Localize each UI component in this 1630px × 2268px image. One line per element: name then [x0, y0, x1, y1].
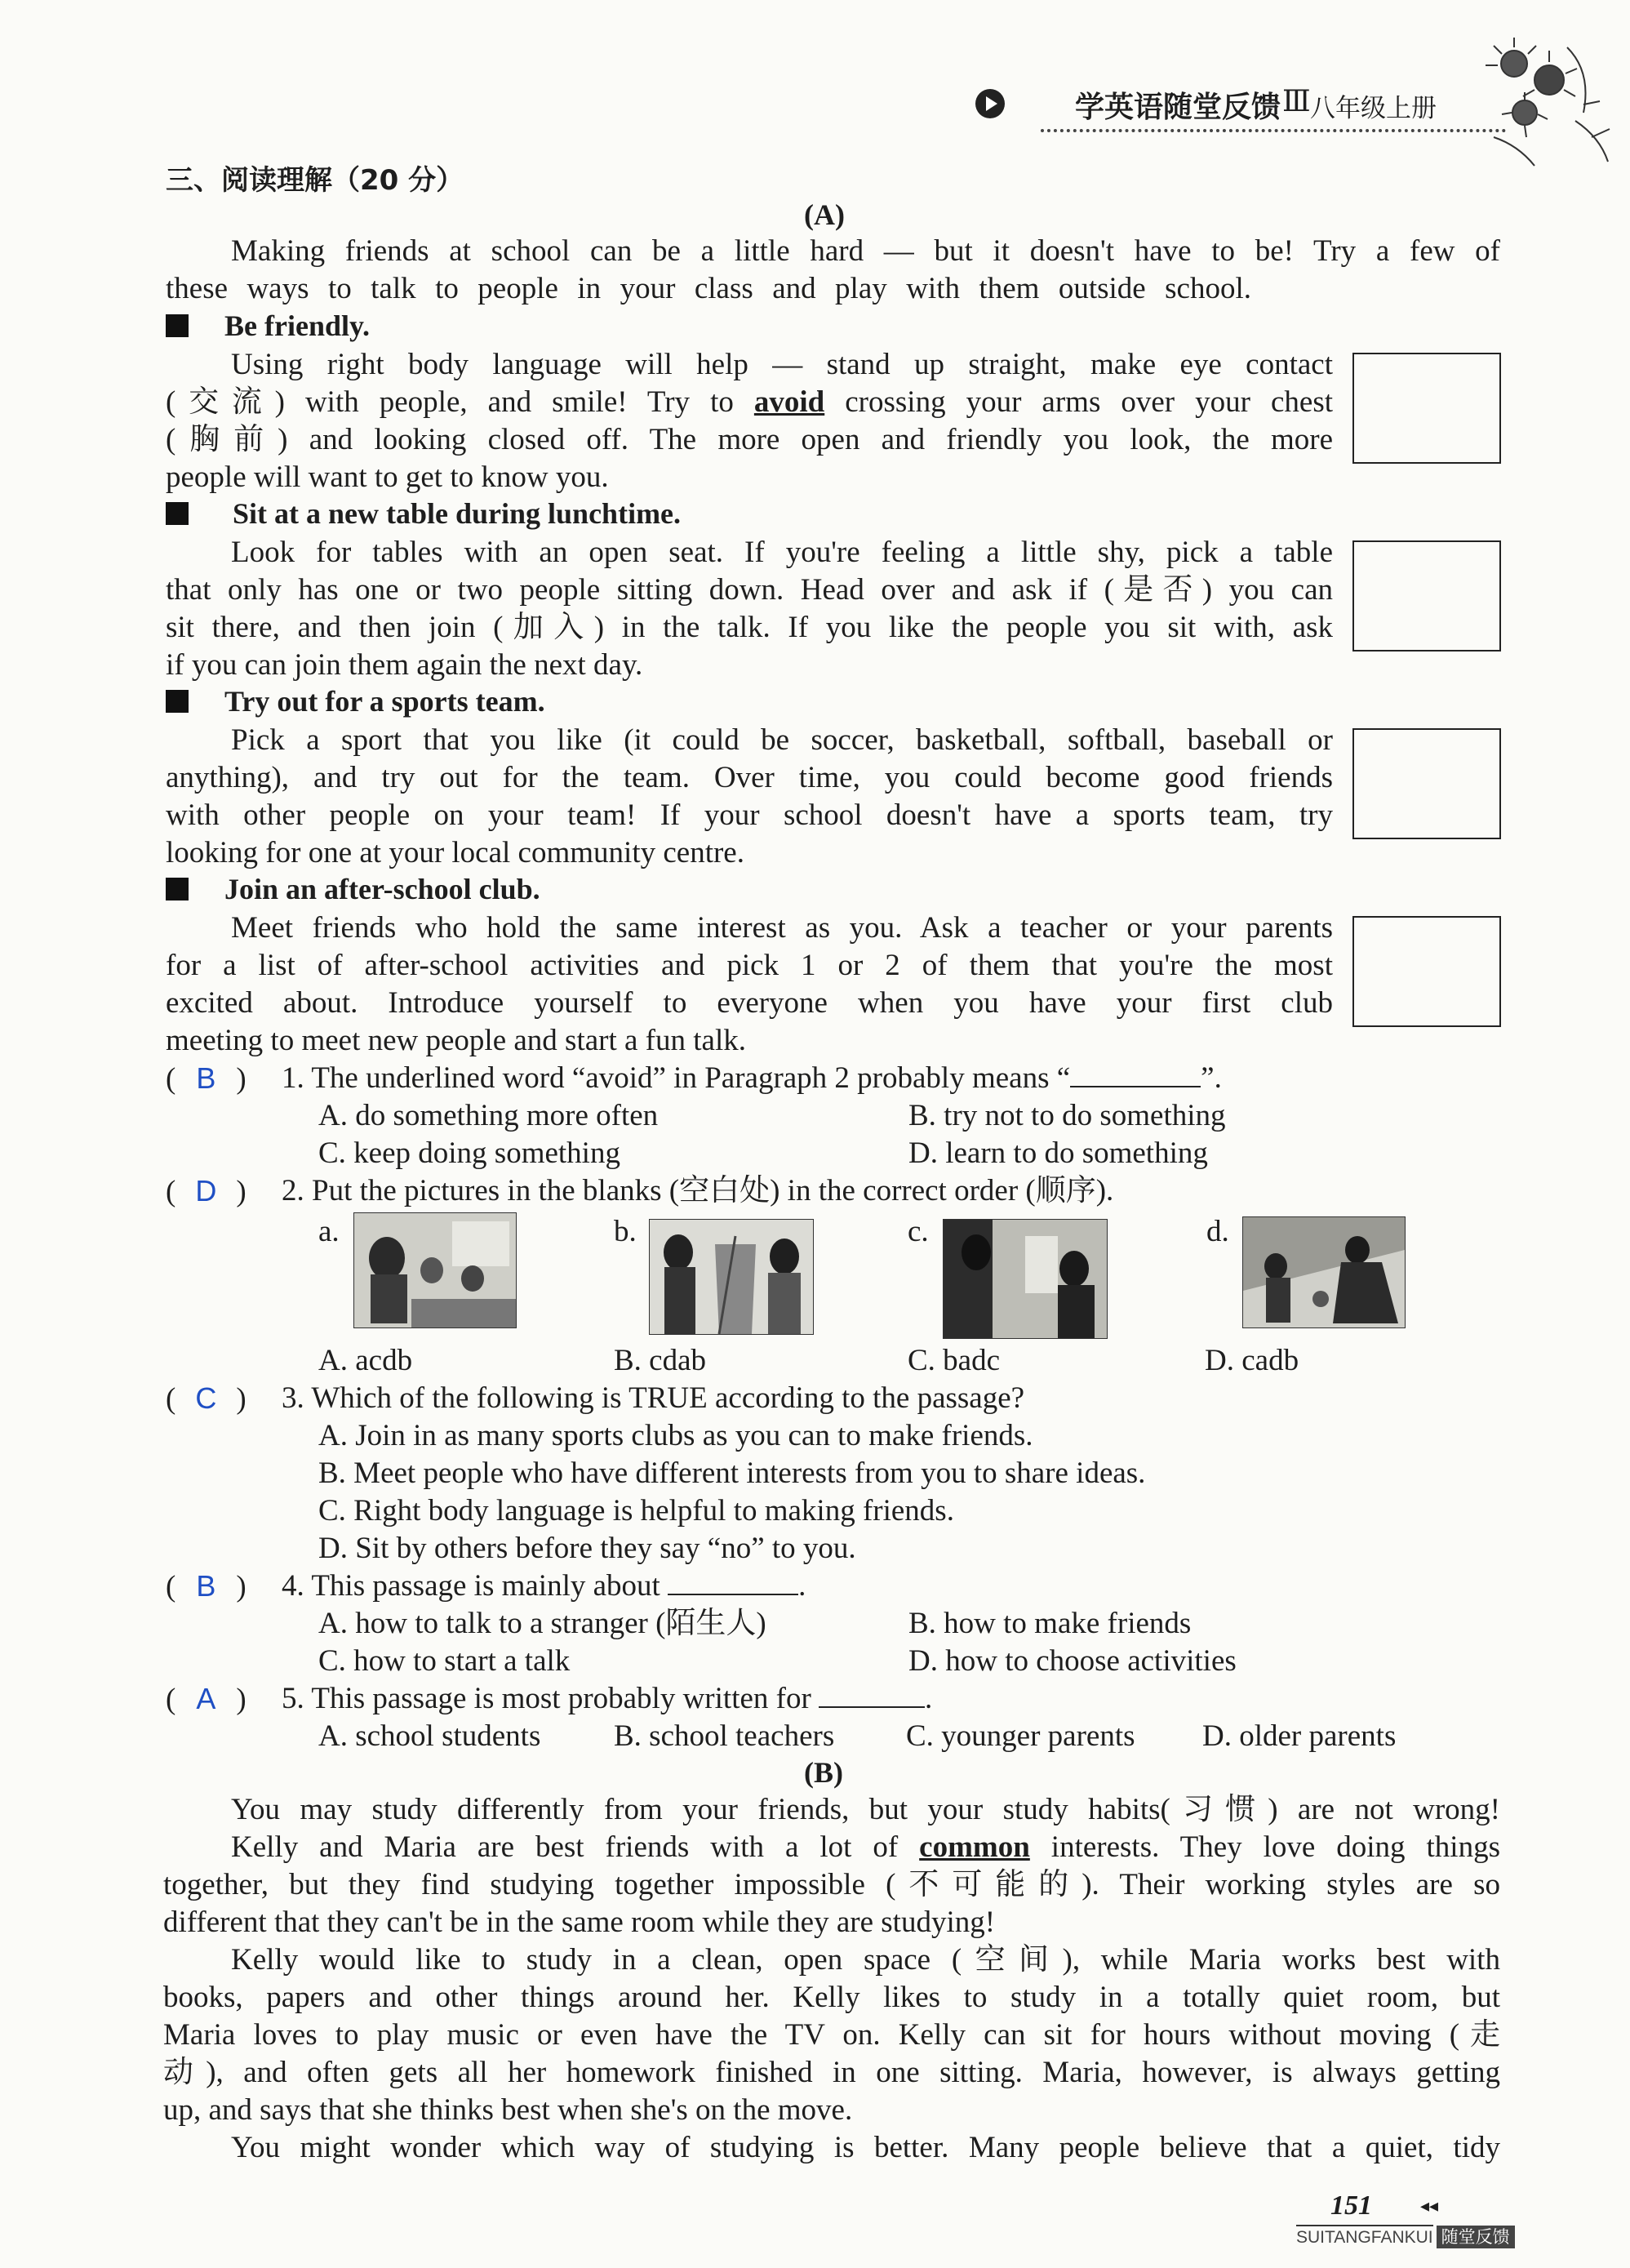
footer-brand-pinyin: SUITANGFANKUI — [1296, 2225, 1433, 2247]
page-number: 151 — [1330, 2190, 1372, 2221]
q1-stem-text: 1. The underlined word “avoid” in Paragraph 2 probably means “ — [282, 1061, 1071, 1095]
p2-line-1-a: Kelly and Maria are best friends with a lot of — [231, 1830, 920, 1864]
q5-option-c[interactable]: C. younger parents — [906, 1719, 1135, 1753]
grade-label: 八年级上册 — [1310, 94, 1437, 123]
q3-option-d[interactable]: D. Sit by others before they say “no” to you. — [318, 1532, 856, 1565]
page-header — [975, 78, 1506, 127]
q4-option-d[interactable]: D. how to choose activities — [908, 1644, 1237, 1678]
q5-option-b[interactable]: B. school teachers — [614, 1719, 835, 1753]
bullet-square-icon — [166, 502, 189, 525]
tip-4-line-2: for a list of after-school activities and pick 1 or 2 of them that you're the most — [166, 949, 1333, 982]
tip-4-line-3: excited about. Introduce yourself to everyone when you have your first club — [166, 986, 1333, 1020]
q2-answer: ( D ) — [166, 1174, 246, 1208]
section-title: 三、阅读理解（20 分） — [166, 164, 464, 197]
tip-2-line-4: if you can join them again the next day. — [166, 648, 643, 682]
q4-stem — [282, 1568, 806, 1605]
tip-heading: Be friendly. — [224, 309, 370, 342]
passage-b-p3-line-5: up, and says that she thinks best when she's on the move. — [163, 2093, 853, 2127]
q3-stem: 3. Which of the following is TRUE according to the passage? — [282, 1381, 1025, 1415]
q1-option-c[interactable]: C. keep doing something — [318, 1136, 620, 1170]
tip-heading: Sit at a new table during lunchtime. — [233, 497, 682, 530]
tip-1-line-1: Using right body language will help — stand up straight, make eye contact — [231, 348, 1333, 381]
q4-stem-text: 4. This passage is mainly about — [282, 1569, 660, 1603]
underlined-word-common: common — [919, 1830, 1030, 1864]
q2-option-a[interactable]: A. acdb — [318, 1344, 413, 1377]
q1-option-b[interactable]: B. try not to do something — [908, 1099, 1226, 1132]
q4-answer: ( B ) — [166, 1569, 246, 1603]
title-divider: Ⅲ — [1282, 85, 1311, 118]
q5-option-a[interactable]: A. school students — [318, 1719, 541, 1753]
footer-brand-label: 随堂反馈 — [1437, 2226, 1515, 2248]
q1-stem-end: ”. — [1201, 1061, 1222, 1095]
q1-option-d[interactable]: D. learn to do something — [908, 1136, 1208, 1170]
passage-a-label: (A) — [804, 198, 845, 231]
q5-answer: ( A ) — [166, 1682, 246, 1716]
passage-b-p2-line-2: together, but they find studying together impossible (不可能的). Their working styles are so — [163, 1868, 1500, 1901]
passage-b-p2-line-3: different that they can't be in the same room while they are studying! — [163, 1906, 996, 1939]
q1-stem — [282, 1060, 1222, 1097]
q3-option-b[interactable]: B. Meet people who have different interests from you to share ideas. — [318, 1456, 1146, 1490]
tip-1-line-2-a: (交流) with people, and smile! Try to — [166, 385, 754, 419]
tip-1-line-3: (胸前) and looking closed off. The more open and friendly you look, the more — [166, 423, 1333, 456]
passage-b-p3-line-4: 动), and often gets all her homework finished in one sitting. Maria, however, is always getting — [163, 2056, 1500, 2089]
picture-label-a: a. — [318, 1215, 340, 1248]
tip-3-line-2: anything), and try out for the team. Over time, you could become good friends — [166, 761, 1333, 794]
bullet-square-icon — [166, 690, 189, 713]
play-icon — [975, 89, 1005, 118]
q2-stem: 2. Put the pictures in the blanks (空白处) in the correct order (顺序). — [282, 1174, 1114, 1207]
p2-line-1-b: interests. They love doing things — [1029, 1830, 1500, 1864]
book-title: 学英语随堂反馈 — [1075, 91, 1281, 124]
passage-b-paragraph-1: You may study differently from your friends, but your study habits(习惯) are not wrong! — [231, 1793, 1500, 1826]
picture-d-sports-photo — [1242, 1216, 1406, 1328]
q4-option-a[interactable]: A. how to talk to a stranger (陌生人) — [318, 1607, 766, 1640]
passage-b-p3-line-3: Maria loves to play music or even have the TV on. Kelly can sit for hours without moving (走 — [163, 2018, 1500, 2052]
answer-letter: B — [196, 1569, 216, 1603]
passage-b-p2-line-1 — [231, 1829, 1500, 1866]
picture-answer-box-2[interactable] — [1352, 540, 1501, 651]
passage-a-intro-line-2: these ways to talk to people in your class and play with them outside school. — [166, 272, 1251, 305]
passage-b-label: (B) — [804, 1756, 843, 1789]
picture-answer-box-4[interactable] — [1352, 916, 1501, 1027]
q2-option-c[interactable]: C. badc — [908, 1344, 1001, 1377]
q3-option-c[interactable]: C. Right body language is helpful to making friends. — [318, 1494, 954, 1528]
q3-option-a[interactable]: A. Join in as many sports clubs as you can to make friends. — [318, 1419, 1033, 1452]
header-dotted-rule — [1041, 129, 1506, 132]
passage-b-paragraph-4: You might wonder which way of studying is better. Many people believe that a quiet, tidy — [231, 2131, 1500, 2164]
picture-c-hallway-photo — [943, 1219, 1108, 1339]
tip-2-line-2: that only has one or two people sitting down. Head over and ask if (是否) you can — [166, 573, 1333, 607]
tip-1-line-2-b: crossing your arms over your chest — [824, 385, 1333, 419]
q4-stem-end: . — [798, 1569, 806, 1603]
tip-1-heading — [166, 309, 370, 343]
tip-2-line-3: sit there, and then join (加入) in the talk. If you like the people you sit with, ask — [166, 611, 1333, 644]
answer-blank[interactable] — [1070, 1061, 1201, 1087]
tip-4-line-1: Meet friends who hold the same interest as you. Ask a teacher or your parents — [231, 911, 1333, 945]
picture-answer-box-3[interactable] — [1352, 728, 1501, 839]
tip-1-line-2 — [166, 384, 1333, 421]
answer-blank[interactable] — [668, 1569, 798, 1595]
q1-option-a[interactable]: A. do something more often — [318, 1099, 659, 1132]
q4-option-c[interactable]: C. how to start a talk — [318, 1644, 571, 1678]
answer-letter: B — [196, 1061, 216, 1095]
bullet-square-icon — [166, 878, 189, 901]
passage-b-p3-line-1: Kelly would like to study in a clean, open space (空间), while Maria works best with — [231, 1943, 1500, 1977]
answer-letter: C — [195, 1381, 217, 1415]
q1-answer: ( B ) — [166, 1061, 246, 1096]
tip-3-heading — [166, 684, 545, 718]
tip-2-heading — [166, 496, 681, 531]
q5-stem — [282, 1680, 932, 1718]
footer-brand — [1296, 2224, 1515, 2253]
tip-1-line-4: people will want to get to know you. — [166, 460, 609, 494]
q5-stem-text: 5. This passage is most probably written for — [282, 1682, 811, 1715]
q2-option-d[interactable]: D. cadb — [1205, 1344, 1299, 1377]
picture-answer-box-1[interactable] — [1352, 353, 1501, 464]
answer-blank[interactable] — [819, 1682, 925, 1708]
picture-label-d: d. — [1206, 1215, 1229, 1248]
q2-option-b[interactable]: B. cdab — [614, 1344, 707, 1377]
passage-b-p3-line-2: books, papers and other things around her. Kelly likes to study in a totally quiet room, but — [163, 1981, 1500, 2014]
flower-ornament-icon — [1469, 23, 1616, 170]
picture-a-classroom-photo — [353, 1212, 517, 1328]
tip-4-line-4: meeting to meet new people and start a fun talk. — [166, 1024, 746, 1057]
answer-letter: A — [196, 1682, 216, 1715]
picture-label-b: b. — [614, 1215, 637, 1248]
tip-heading: Join an after-school club. — [224, 873, 540, 905]
answer-letter: D — [195, 1174, 217, 1207]
q3-answer: ( C ) — [166, 1381, 246, 1416]
picture-b-painting-photo — [649, 1219, 814, 1335]
bullet-square-icon — [166, 314, 189, 337]
tip-heading: Try out for a sports team. — [224, 685, 545, 718]
tip-2-line-1: Look for tables with an open seat. If you're feeling a little shy, pick a table — [231, 536, 1333, 569]
tip-3-line-3: with other people on your team! If your school doesn't have a sports team, try — [166, 798, 1333, 832]
tip-3-line-4: looking for one at your local community centre. — [166, 836, 744, 869]
passage-a-intro-line-1: Making friends at school can be a little hard — but it doesn't have to be! Try a few of — [231, 234, 1500, 268]
page-arrows-icon: ◂◂ — [1420, 2196, 1439, 2217]
underlined-word-avoid: avoid — [753, 385, 825, 419]
q5-option-d[interactable]: D. older parents — [1202, 1719, 1397, 1753]
tip-3-line-1: Pick a sport that you like (it could be soccer, basketball, softball, baseball or — [231, 723, 1333, 757]
q4-option-b[interactable]: B. how to make friends — [908, 1607, 1192, 1640]
q5-stem-end: . — [925, 1682, 933, 1715]
tip-4-heading — [166, 872, 540, 906]
picture-label-c: c. — [908, 1215, 929, 1248]
